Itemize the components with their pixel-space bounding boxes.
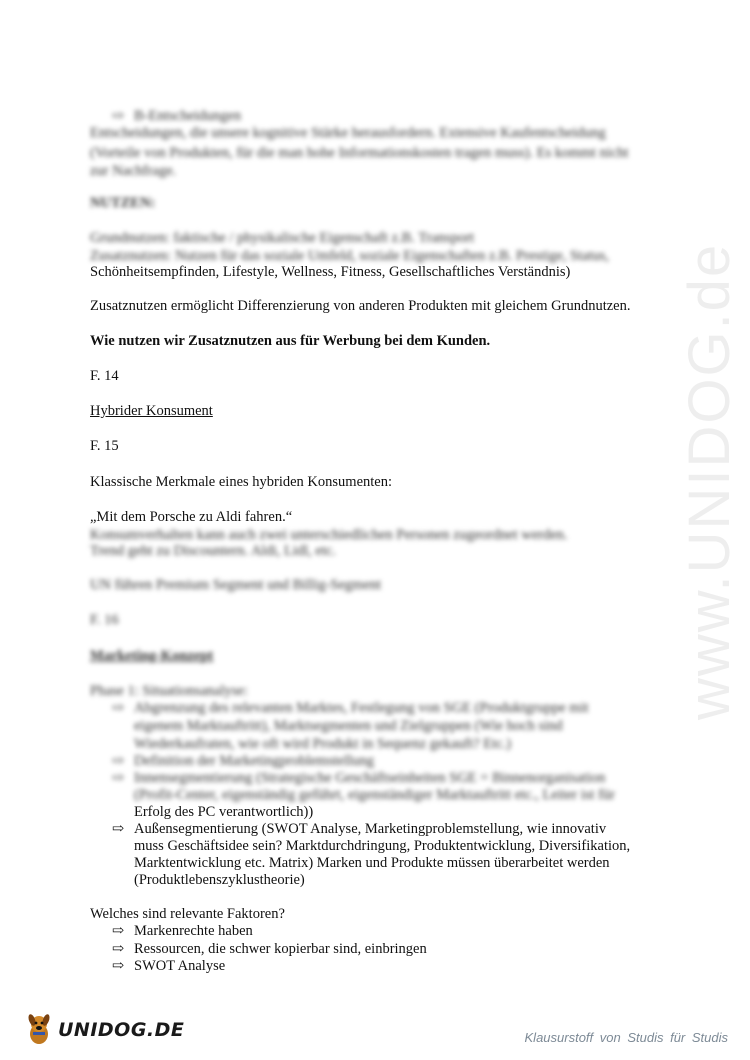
- bullet-item: ⇨ Außensegmentierung (SWOT Analyse, Marketingproblemstellung, wie innovativ: [112, 821, 607, 837]
- blurred-text: UN führen Premium Segment und Billig-Segment: [90, 577, 382, 593]
- blurred-text: zur Nachfrage.: [90, 163, 177, 179]
- arrow-icon: ⇨: [112, 108, 125, 124]
- blurred-text: Wiederkaufraten, wie oft wird Produkt in Sequenz gekauft? Etc.): [134, 736, 512, 752]
- blurred-heading: Marketing-Konzept: [90, 648, 214, 664]
- blurred-text: (Profit-Center, eigenständig geführt, eigenständiger Marktauftritt etc., Leiter ist für: [134, 787, 615, 803]
- paragraph: muss Geschäftsidee sein? Marktdurchdringung, Produktentwicklung, Diversifikation,: [134, 838, 631, 854]
- arrow-icon: ⇨: [112, 700, 125, 716]
- blurred-heading: NUTZEN:: [90, 195, 156, 211]
- blurred-text: Zusatznutzen: Nutzen für das soziale Umfeld, soziale Eigenschaften z.B. Prestige, Status,: [90, 248, 610, 264]
- paragraph: Schönheitsempfinden, Lifestyle, Wellness, Fitness, Gesellschaftliches Verständnis): [90, 264, 571, 280]
- arrow-icon: ⇨: [112, 941, 125, 957]
- footer-logo[interactable]: [24, 1012, 184, 1048]
- paragraph: Welches sind relevante Faktoren?: [90, 906, 285, 922]
- arrow-icon: ⇨: [112, 923, 125, 939]
- blurred-text: F. 16: [90, 612, 119, 628]
- bold-question: Wie nutzen wir Zusatznutzen aus für Werbung bei dem Kunden.: [90, 333, 491, 349]
- blurred-text: Entscheidungen, die unsere kognitive Stärke herausfordern. Extensive Kaufentscheidung: [90, 125, 606, 141]
- footer-tagline: Klausurstoff von Studis für Studis: [524, 1030, 728, 1045]
- blurred-text: (Vorteile von Produkten, für die man hohe Informationskosten tragen muss). Es kommt nicht: [90, 145, 629, 161]
- blurred-bullet: ⇨ B-Entscheidungen: [112, 108, 242, 124]
- paragraph: Klassische Merkmale eines hybriden Konsumenten:: [90, 474, 393, 490]
- blurred-text: Grundnutzen: faktische / physikalische Eigenschaft z.B. Transport: [90, 230, 475, 246]
- arrow-icon: ⇨: [112, 821, 125, 837]
- figure-ref: F. 14: [90, 368, 119, 384]
- paragraph: (Produktlebenszyklustheorie): [134, 872, 305, 888]
- blurred-text: Trend geht zu Discountern. Aldi, Lidl, etc.: [90, 543, 336, 559]
- bullet-item: ⇨ SWOT Analyse: [112, 958, 226, 974]
- section-heading: Hybrider Konsument: [90, 403, 213, 419]
- watermark: www.UNIDOG.de: [677, 242, 742, 720]
- paragraph: Erfolg des PC verantwortlich)): [134, 804, 314, 820]
- blurred-text: Phase 1: Situationsanalyse:: [90, 683, 248, 699]
- dog-icon: [24, 1012, 54, 1048]
- figure-ref: F. 15: [90, 438, 119, 454]
- blurred-bullet: ⇨ Definition der Marketingproblemstellung: [112, 753, 375, 769]
- blurred-text: eigenem Marktauftritt), Marktsegmenten und Zielgruppen (Wie hoch sind: [134, 718, 563, 734]
- arrow-icon: ⇨: [112, 770, 125, 786]
- blurred-text: Konsumverhalten kann auch zwei unterschiedlichen Personen zugeordnet werden.: [90, 527, 568, 543]
- bullet-item: ⇨ Markenrechte haben: [112, 923, 253, 939]
- arrow-icon: ⇨: [112, 958, 125, 974]
- paragraph: Marktentwicklung etc. Matrix) Marken und Produkte müssen überarbeitet werden: [134, 855, 610, 871]
- arrow-icon: ⇨: [112, 753, 125, 769]
- paragraph: Zusatznutzen ermöglicht Differenzierung von anderen Produkten mit gleichem Grundnutzen.: [90, 298, 631, 314]
- quote: „Mit dem Porsche zu Aldi fahren.“: [90, 509, 293, 525]
- blurred-bullet: ⇨ Abgrenzung des relevanten Marktes, Festlegung von SGE (Produktgruppe mit: [112, 700, 589, 716]
- logo-text: UNIDOG.DE: [58, 1019, 185, 1041]
- blurred-bullet: ⇨ Innensegmentierung (Strategische Geschäftseinheiten SGE = Binnenorganisation: [112, 770, 606, 786]
- bullet-item: ⇨ Ressourcen, die schwer kopierbar sind, einbringen: [112, 941, 427, 957]
